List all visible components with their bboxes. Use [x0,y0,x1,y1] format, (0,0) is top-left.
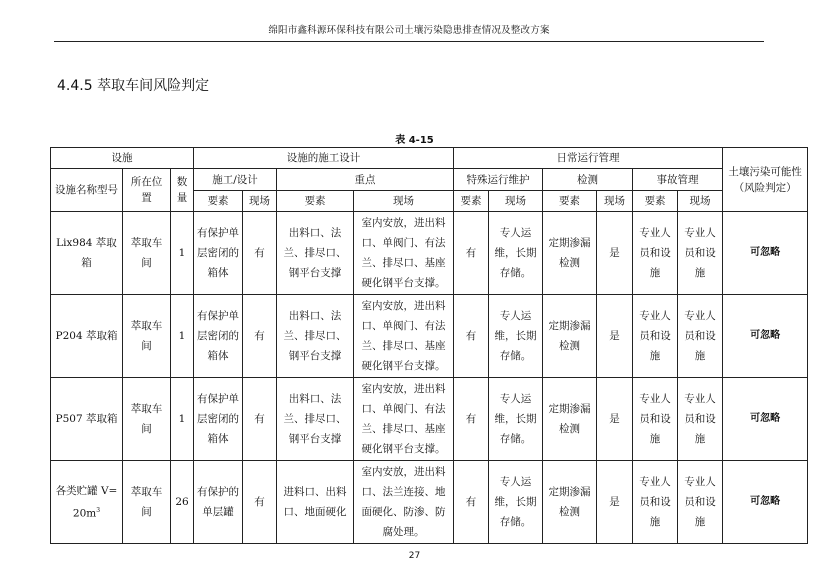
accident-site: 专业人员和设施 [678,461,723,544]
unit-superscript: 3 [96,506,101,514]
facility-group-header: 设施 [51,148,194,169]
facility-location: 萃取车间 [123,461,171,544]
key-req: 出料口、法兰、排尽口、钢平台支撑 [277,295,354,378]
accident-req: 专业人员和设施 [633,295,678,378]
maint-req-header: 要素 [454,191,489,212]
construction-site: 有 [243,295,277,378]
key-points-header: 重点 [277,169,454,191]
maint-site: 专人运维，长期存储。 [489,461,543,544]
special-maintenance-header: 特殊运行维护 [454,169,543,191]
facility-name [51,461,123,544]
key-req: 进料口、出料口、地面硬化 [277,461,354,544]
accident-site-header: 现场 [678,191,723,212]
table-row [51,378,808,461]
facility-location: 萃取车间 [123,295,171,378]
construction-req: 有保护的单层罐 [194,461,243,544]
quantity-header: 数量 [171,169,194,212]
table-row [51,212,808,295]
header-row-2 [51,169,808,191]
key-site: 室内安放，进出料口、单阀门、有法兰、排尽口、基座硬化钢平台支撑。 [354,295,454,378]
detect-req: 定期渗漏检测 [543,295,597,378]
key-site: 室内安放，进出料口、法兰连接、地面硬化、防渗、防腐处理。 [354,461,454,544]
construction-site: 有 [243,212,277,295]
page-number: 27 [408,551,421,561]
construction-site: 有 [243,461,277,544]
detect-req: 定期渗漏检测 [543,461,597,544]
key-site-header: 现场 [354,191,454,212]
header-row-1 [51,148,808,169]
facility-quantity: 1 [171,212,194,295]
maint-site-header: 现场 [489,191,543,212]
risk-level: 可忽略 [723,212,808,295]
maint-site: 专人运维，长期存储。 [489,295,543,378]
facility-name: Lix984 萃取箱 [51,212,123,295]
risk-level: 可忽略 [723,461,808,544]
risk-assessment-table [50,147,808,544]
facility-quantity: 1 [171,295,194,378]
detect-req-header: 要素 [543,191,597,212]
detect-site-header: 现场 [597,191,633,212]
construction-req: 有保护单层密闭的箱体 [194,212,243,295]
maint-site: 专人运维，长期存储。 [489,212,543,295]
accident-site: 专业人员和设施 [678,212,723,295]
daily-group-header: 日常运行管理 [454,148,723,169]
accident-req: 专业人员和设施 [633,378,678,461]
detect-site: 是 [597,212,633,295]
maint-req: 有 [454,461,489,544]
soil-risk-header: 土壤污染可能性（风险判定） [723,148,808,212]
key-site: 室内安放，进出料口、单阀门、有法兰、排尽口、基座硬化钢平台支撑。 [354,378,454,461]
risk-level: 可忽略 [723,378,808,461]
facility-quantity: 26 [171,461,194,544]
name-header: 设施名称型号 [51,169,123,212]
location-header: 所在位置 [123,169,171,212]
key-req-header: 要素 [277,191,354,212]
accident-site: 专业人员和设施 [678,295,723,378]
document-header: 绵阳市鑫科源环保科技有限公司土壤污染隐患排查情况及整改方案 [268,25,550,36]
detection-header: 检测 [543,169,633,191]
table-row [51,461,808,544]
section-title: 萃取车间风险判定 [97,78,210,94]
section-number: 4.4.5 [57,78,93,94]
facility-location: 萃取车间 [123,378,171,461]
key-site: 室内安放，进出料口、单阀门、有法兰、排尽口、基座硬化钢平台支撑。 [354,212,454,295]
design-group-header: 设施的施工设计 [194,148,454,169]
risk-level: 可忽略 [723,295,808,378]
accident-req-header: 要素 [633,191,678,212]
facility-name: P204 萃取箱 [51,295,123,378]
table-caption: 表 4-15 [395,135,434,146]
header-divider [54,41,764,42]
accident-header: 事故管理 [633,169,723,191]
construction-req: 有保护单层密闭的箱体 [194,295,243,378]
facility-name: P507 萃取箱 [51,378,123,461]
detect-req: 定期渗漏检测 [543,378,597,461]
detect-req: 定期渗漏检测 [543,212,597,295]
accident-req: 专业人员和设施 [633,461,678,544]
detect-site: 是 [597,461,633,544]
facility-quantity: 1 [171,378,194,461]
construction-site: 有 [243,378,277,461]
maint-req: 有 [454,212,489,295]
maint-site: 专人运维，长期存储。 [489,378,543,461]
detect-site: 是 [597,295,633,378]
facility-location: 萃取车间 [123,212,171,295]
table-row [51,295,808,378]
construction-site-header: 现场 [243,191,277,212]
maint-req: 有 [454,295,489,378]
construction-req-header: 要素 [194,191,243,212]
section-heading [57,75,209,95]
construction-header: 施工/设计 [194,169,277,191]
facility-name-text: 各类贮罐 V=20m [55,484,118,520]
accident-req: 专业人员和设施 [633,212,678,295]
accident-site: 专业人员和设施 [678,378,723,461]
key-req: 出料口、法兰、排尽口、钢平台支撑 [277,212,354,295]
maint-req: 有 [454,378,489,461]
construction-req: 有保护单层密闭的箱体 [194,378,243,461]
key-req: 出料口、法兰、排尽口、钢平台支撑 [277,378,354,461]
detect-site: 是 [597,378,633,461]
